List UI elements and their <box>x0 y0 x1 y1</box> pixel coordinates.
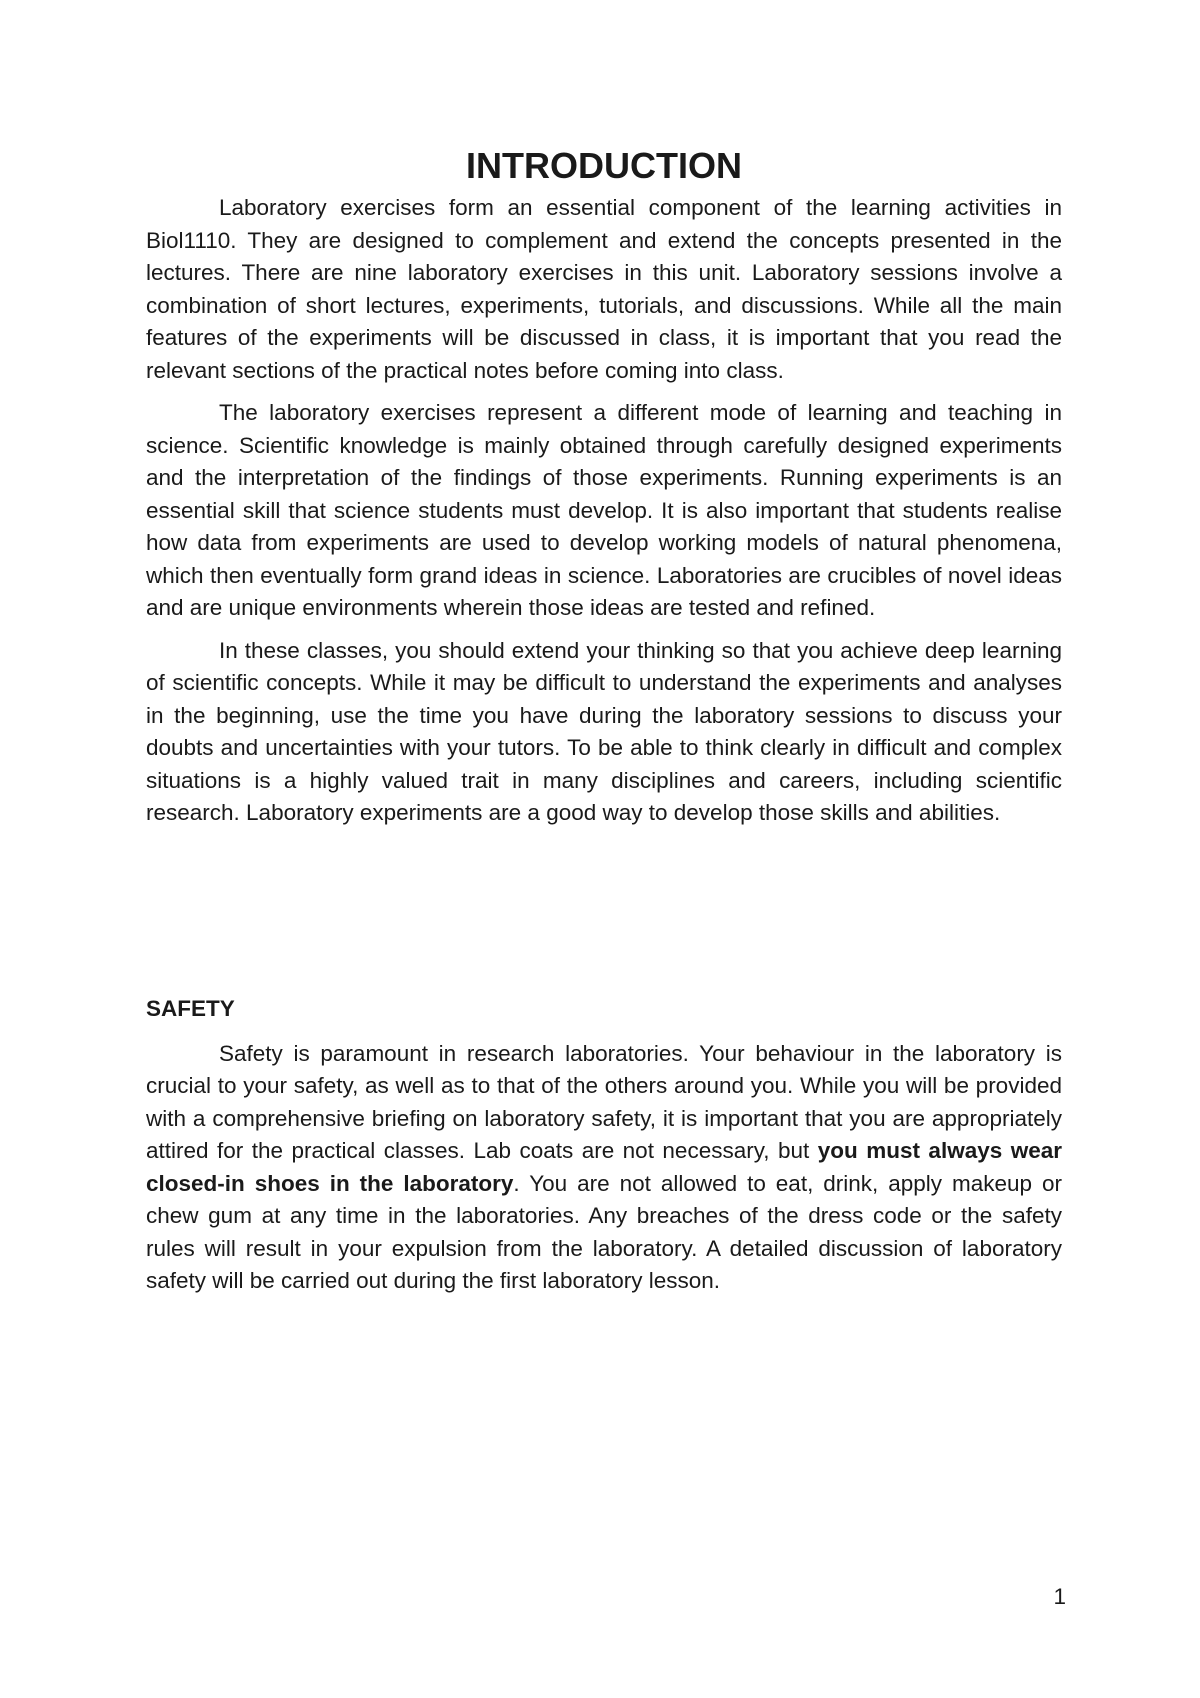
safety-text-emphasis: you must always wear closed-in shoes in the laboratory <box>146 1138 1062 1196</box>
safety-paragraph <box>146 1038 1062 1298</box>
intro-paragraph-1: Laboratory exercises form an essential component of the learning activities in Biol1110. They are designed to complement and extend the concepts presented in the lectures. There are nine laboratory exercises in this unit. Laboratory sessions involve a combination of short lectures, experiments, tutorials, and discussions. While all the main features of the experiments will be discussed in class, it is important that you read the relevant sections of the practical notes before coming into class. <box>146 195 1062 383</box>
intro-paragraph-3: In these classes, you should extend your thinking so that you achieve deep learning of scientific concepts. While it may be difficult to understand the experiments and analyses in the beginning, use the time you have during the laboratory sessions to discuss your doubts and uncertainties with your tutors. To be able to think clearly in difficult and complex situations is a highly valued trait in many disciplines and careers, including scientific research. Laboratory experiments are a good way to develop those skills and abilities. <box>146 637 1062 825</box>
page-number: 1 <box>1053 1584 1066 1609</box>
page-title: INTRODUCTION <box>466 145 742 186</box>
safety-text-before: Safety is paramount in research laboratories. Your behaviour in the laboratory is crucial to your safety, as well as to that of the others around you. While you will be provided with a comprehensive briefing on laboratory safety, it is important that you are appropriately attired for the practical classes. Lab coats are not necessary, but <box>146 1040 1062 1163</box>
safety-text-after: . You are not allowed to eat, drink, apply makeup or chew gum at any time in the laboratories. Any breaches of the dress code or the safety rules will result in your expulsion from the laboratory. A detailed discussion of laboratory safety will be carried out during the first laboratory lesson. <box>146 1170 1062 1293</box>
introduction-section <box>146 140 1062 840</box>
intro-paragraph-2: The laboratory exercises represent a different mode of learning and teaching in science. Scientific knowledge is mainly obtained through carefully designed experiments and the interpretation of the findings of those experiments. Running experiments is an essential skill that science students must develop. It is also important that students realise how data from experiments are used to develop working models of natural phenomena, which then eventually form grand ideas in science. Laboratories are crucibles of novel ideas and are unique environments wherein those ideas are tested and refined. <box>146 400 1062 620</box>
safety-section <box>146 993 1062 1308</box>
safety-heading: SAFETY <box>146 996 235 1021</box>
